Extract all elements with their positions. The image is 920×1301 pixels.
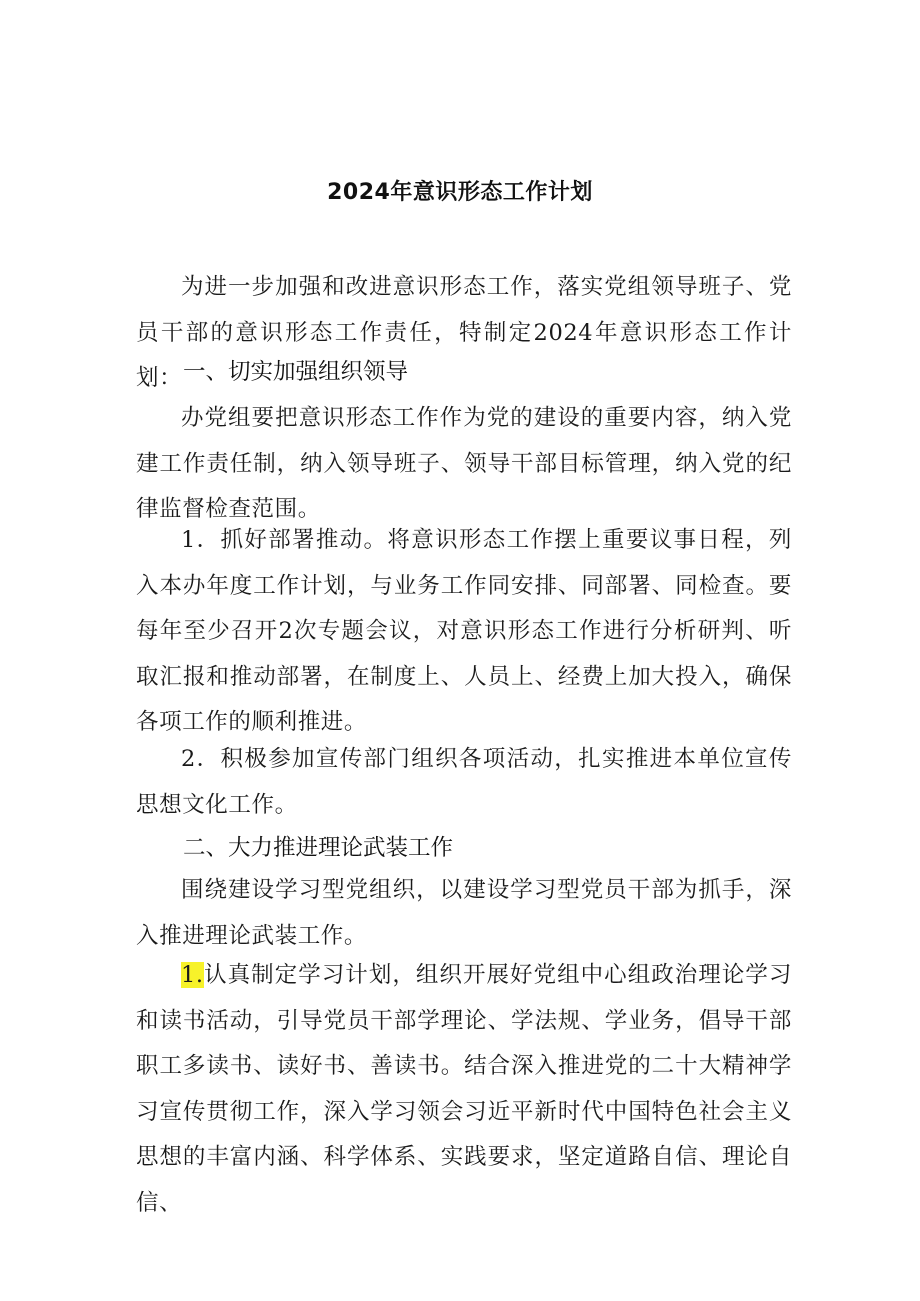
document-title: 2024年意识形态工作计划 — [327, 180, 593, 205]
section-2-item-1 — [136, 953, 792, 1226]
section-1-heading: 一、切实加强组织领导 — [183, 359, 409, 385]
section-1-item-2: 2．积极参加宣传部门组织各项活动，扎实推进本单位宣传思想文化工作。 — [136, 746, 792, 818]
section-2-body: 围绕建设学习型党组织，以建设学习型党员干部为抓手，深入推进理论武装工作。 — [136, 877, 792, 949]
highlighted-item-number: 1. — [181, 962, 204, 988]
section-1-body: 办党组要把意识形态工作作为党的建设的重要内容，纳入党建工作责任制，纳入领导班子、领导干部目标管理，纳入党的纪律监督检查范围。 — [136, 405, 792, 522]
section-2-heading: 二、大力推进理论武装工作 — [183, 835, 454, 861]
intro-paragraph: 为进一步加强和改进意识形态工作，落实党组领导班子、党员干部的意识形态工作责任，特制定2024年意识形态工作计划： — [136, 274, 792, 391]
section-2-item-1-text: 认真制定学习计划，组织开展好党组中心组政治理论学习和读书活动，引导党员干部学理论、学法规、学业务，倡导干部职工多读书、读好书、善读书。结合深入推进党的二十大精神学习宣传贯彻工作，深入学习领会习近平新时代中国特色社会主义思想的丰富内涵、科学体系、实践要求，坚定道路自信、理论自信、 — [136, 962, 792, 1216]
section-1-item-1: 1．抓好部署推动。将意识形态工作摆上重要议事日程，列入本办年度工作计划，与业务工作同安排、同部署、同检查。要每年至少召开2次专题会议，对意识形态工作进行分析研判、听取汇报和推动部署，在制度上、人员上、经费上加大投入，确保各项工作的顺利推进。 — [136, 527, 792, 735]
